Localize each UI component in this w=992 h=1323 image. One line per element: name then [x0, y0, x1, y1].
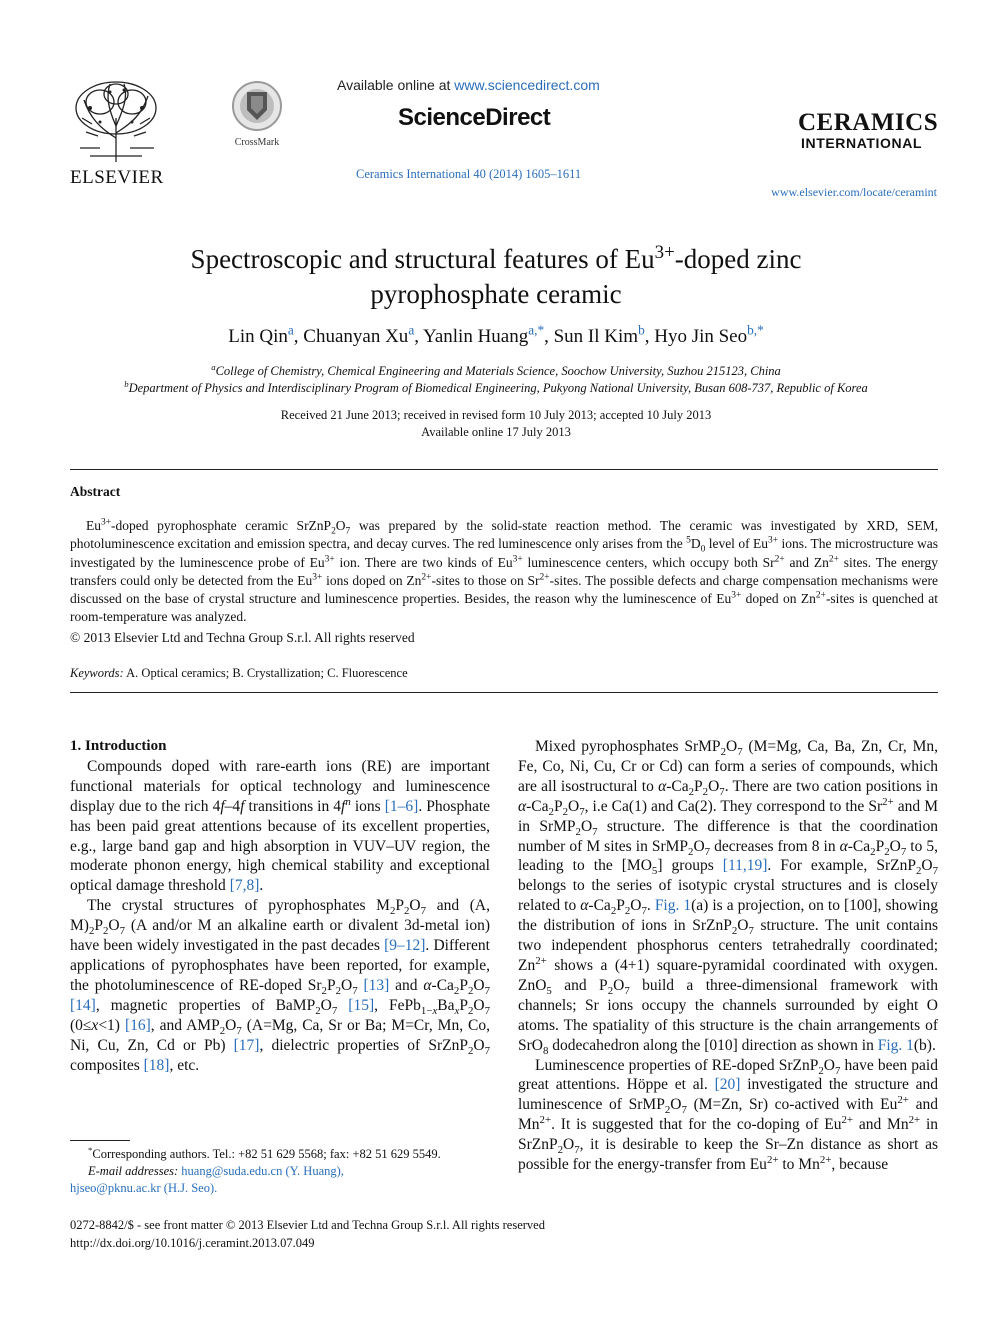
journal-logo [798, 110, 938, 151]
issn-line: 0272-8842/$ - see front matter © 2013 Elsevier Ltd and Techna Group S.r.l. All rights reserved [70, 1218, 545, 1232]
author-list: Lin Qin$^a$, Chuanyan Xu$^a$, Yanlin Huang$^{a,*}$, Sun Il Kim$^b$, Hyo Jin Seo$^{b,*}$ [228, 322, 764, 347]
citation-link[interactable]: [1–6] [384, 797, 419, 815]
citation-link[interactable]: [18] [143, 1056, 170, 1074]
journal-citation-link[interactable]: Ceramics International 40 (2014) 1605–1611 [356, 167, 582, 181]
paragraph: Luminescence properties of RE-doped $SrZnP_2O_7$ have been paid great attentions. Höppe et al. [20] investigated the structure and luminescence of $SrMP_2O_7$ (M=Zn, Sr) co-actived with $Eu^{2+}$ and $Mn^{2+}$. It is suggested that for the co-doping of $Eu^{2+}$ and $Mn^{2+}$ in $SrZnP_2O_7$, it is desirable to keep the Sr–Zn distance as short as possible for the energy-transfer from $Eu^{2+}$ to $Mn^{2+}$, because [518, 1056, 938, 1174]
body-column-left [70, 737, 490, 1075]
keywords [70, 666, 408, 681]
crossmark-label: CrossMark [234, 137, 280, 148]
figure-link[interactable]: Fig. 1 [877, 1036, 914, 1054]
affiliation-b: $^b$Department of Physics and Interdisciplinary Program of Biomedical Engineering, Pukyong National University, Busan 608-737, Republic of Korea [124, 378, 868, 395]
author-name[interactable]: Yanlin Huang [423, 326, 529, 347]
footnote: *Corresponding authors. Tel.: +82 51 629 5568; fax: +82 51 629 5549. E-mail addresses: huang@suda.edu.cn (Y. Huang), hjseo@pknu.ac.kr (H.J. Seo). [70, 1144, 441, 1195]
journal-logo-line1: CERAMICS [798, 109, 939, 136]
sciencedirect-logo: ScienceDirect [398, 104, 551, 131]
crossmark-badge[interactable] [228, 80, 286, 148]
author-affiliation-marker[interactable]: a [408, 322, 415, 338]
paragraph: The crystal structures of pyrophosphates $M_2P_2O_7$ and (A, $M)_2P_2O_7$ (A and/or M an alkaline earth or divalent 3d-metal ion) have been widely investigated in the past decades [9–12]. Different applications of pyrophosphates have been reported, for example, the photoluminescence of RE-doped $Sr_2P_2O_7$ [13] and $\alpha-Ca_2P_2O_7$ [14], magnetic properties of $BaMP_2O_7$ [15], $FePb_{1-x}Ba_xP_2O_7$ (0≤x<1) [16], and $AMP_2O_7$ (A=Mg, Ca, Sr or Ba; M=Cr, Mn, Co, Ni, Cu, Zn, Cd or Pb) [17], dielectric properties of $SrZnP_2O_7$ composites [18], etc. [70, 897, 491, 1074]
author-affiliation-marker[interactable]: b [638, 322, 645, 338]
author-name[interactable]: Hyo Jin Seo [654, 326, 748, 347]
abstract-text: $Eu^{3+}$-doped pyrophosphate ceramic $SrZnP_2O_7$ was prepared by the solid-state reaction method. The ceramic was investigated by XRD, SEM, photoluminescence excitation and emission spectra, and decay curves. The red luminescence only arises from the $^5D_0$ level of $Eu^{3+}$ ions. The microstructure was investigated by the luminescence probe of $Eu^{3+}$ ion. There are two kinds of $Eu^{3+}$ luminescence centers, which occupy both $Sr^{2+}$ and $Zn^{2+}$ sites. The energy transfers could only be detected from the $Eu^{3+}$ ions doped on $Zn^{2+}$-sites to those on $Sr^{2+}$-sites. The possible defects and charge compensation mechanisms were discussed on the base of crystal structure and luminescence properties. Besides, the reason why the luminescence of $Eu^{3+}$ doped on $Zn^{2+}$-sites is quenched at room-temperature was analyzed. [70, 517, 939, 625]
email-link[interactable]: hjseo@pknu.ac.kr (H.J. Seo). [70, 1181, 218, 1195]
keywords-list: A. Optical ceramics; B. Crystallization; C. Fluorescence [123, 666, 408, 680]
crossmark-icon [231, 80, 283, 132]
footnote-corresponding: Corresponding authors. Tel.: +82 51 629 5568; fax: +82 51 629 5549. [92, 1147, 441, 1161]
citation-link[interactable]: [20] [714, 1076, 741, 1094]
abstract-copyright: © 2013 Elsevier Ltd and Techna Group S.r.l. All rights reserved [70, 630, 415, 645]
sciencedirect-link[interactable]: www.sciencedirect.com [454, 77, 600, 93]
elsevier-logo [70, 78, 162, 186]
journal-homepage-link[interactable]: www.elsevier.com/locate/ceramint [771, 185, 937, 199]
paragraph: Mixed pyrophosphates $SrMP_2O_7$ (M=Mg, Ca, Ba, Zn, Cr, Mn, Fe, Co, Ni, Cu, Cr or Cd) can form a series of compounds, which are all isostructural to $\alpha-Ca_2P_2O_7$. There are two cation positions in $\alpha-Ca_2P_2O_7$, i.e Ca(1) and Ca(2). They correspond to the $Sr^{2+}$ and M in $SrMP_2O_7$ structure. The difference is that the coordination number of M sites in $SrMP_2O_7$ decreases from 8 in $\alpha-Ca_2P_2O_7$ to 5, leading to the $[MO_5]$ groups [11,19]. For example, $SrZnP_2O_7$ belongs to the series of isotypic crystal structures and is closely related to $\alpha-Ca_2P_2O_7$. Fig. 1(a) is a projection, on to [100], showing the distribution of ions in $SrZnP_2O_7$ structure. The unit contains two independent phosphorus centers tetrahedrally coordinated; $Zn^{2+}$ shows a (4+1) square-pyramidal coordinated with oxygen. ZnO$_5$ and $P_2O_7$ build a three-dimensional framework with channels; Sr ions occupy the channels surrounded by eight O atoms. The spatiality of this structure is the chain arrangements of SrO$_8$ dodecahedron along the [010] direction as shown in Fig. 1(b). [518, 738, 939, 1057]
author-affiliation-marker[interactable]: b,* [747, 322, 764, 338]
figure-link[interactable]: Fig. 1 [654, 897, 692, 915]
author-name[interactable]: Sun Il Kim [553, 326, 639, 347]
available-online [337, 77, 600, 93]
email-link[interactable]: huang@suda.edu.cn (Y. Huang), [181, 1164, 344, 1178]
abstract-heading: Abstract [70, 484, 121, 499]
journal-logo-line2: INTERNATIONAL [801, 135, 923, 151]
affiliation-a: $^a$College of Chemistry, Chemical Engineering and Materials Science, Soochow University, Suzhou 215123, China [211, 361, 781, 378]
section-heading: 1. Introduction [70, 738, 167, 754]
footnote-email-label: E-mail addresses: [88, 1164, 179, 1178]
citation-link[interactable]: [15] [348, 996, 375, 1014]
available-online-date: Available online 17 July 2013 [421, 425, 571, 439]
citation-link[interactable]: [16] [124, 1016, 151, 1034]
divider [70, 469, 938, 470]
divider [70, 692, 938, 693]
citation-link[interactable]: [14] [70, 996, 96, 1014]
author-name[interactable]: Chuanyan Xu [303, 326, 409, 347]
author-name[interactable]: Lin Qin [228, 326, 288, 347]
publisher-name: ELSEVIER [70, 167, 164, 188]
page-footer [70, 1216, 545, 1252]
footnote-divider [70, 1140, 130, 1141]
author-affiliation-marker[interactable]: a [287, 322, 294, 338]
article-history: Received 21 June 2013; received in revised form 10 July 2013; accepted 10 July 2013 [280, 408, 712, 422]
citation-link[interactable]: [17] [233, 1036, 260, 1054]
paragraph: Compounds doped with rare-earth ions (RE) are important functional materials for optical technology and luminescence display due to the rich 4f–4f transitions in $4f^n$ ions [1–6]. Phosphate has been paid great attentions because of its excellent properties, e.g., large band gap and high absorption in VUV–UV region, the moderate phonon energy, high chemical stability and exceptional optical damage threshold [7,8]. [70, 757, 491, 895]
author-affiliation-marker[interactable]: a,* [528, 322, 545, 338]
citation-link[interactable]: [9–12] [384, 937, 426, 955]
citation-link[interactable]: [13] [363, 976, 390, 994]
keywords-label: Keywords: [70, 666, 124, 680]
citation-link[interactable]: [7,8] [229, 877, 260, 895]
citation-link[interactable]: [11,19] [722, 857, 768, 875]
elsevier-tree-icon [70, 78, 162, 164]
article-title: Spectroscopic and structural features of $Eu^{3+}$-doped zinc pyrophosphate ceramic [190, 242, 802, 309]
available-prefix: Available online at [337, 77, 455, 93]
body-column-right [518, 737, 938, 1175]
doi-link[interactable]: http://dx.doi.org/10.1016/j.ceramint.2013.07.049 [70, 1236, 315, 1250]
